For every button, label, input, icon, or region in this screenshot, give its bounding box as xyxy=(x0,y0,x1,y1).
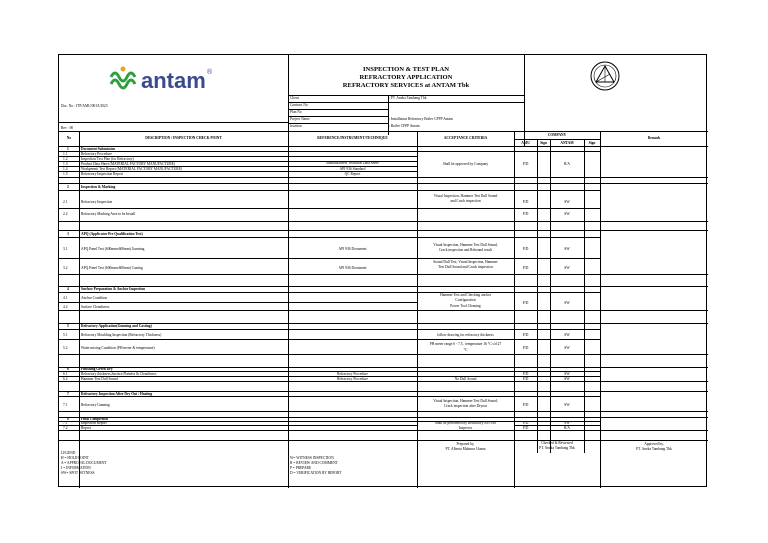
row-7-1-amu: P/D xyxy=(522,403,529,407)
row-1-4-desc: Workpermit Test Report (MATERIAL FACTORY MANUFACTURE) xyxy=(81,167,183,171)
row-4-1-no: 4.1 xyxy=(63,296,68,300)
project-label: Project Name xyxy=(290,117,310,121)
row-1-antam: R/A xyxy=(564,162,570,166)
section-1-title: Document Submission xyxy=(81,147,116,151)
row-3-2-criteria-1: Sound Dull Test, Visual Inspection, Hammer xyxy=(433,260,498,264)
row-6-1-ref: Refractory Procedure xyxy=(337,372,368,376)
row-4-criteria-3: Power Tool Cleaning xyxy=(450,304,481,308)
row-1-ref-1: Manufacturers Technical Data Sheet xyxy=(326,161,379,165)
row-5-2-criteria-1: PH meter range 6 - 7,5 , temperature 16 °C s/d 27 xyxy=(429,342,502,346)
row-2-2-desc: Refractory Marking Area to be Install xyxy=(81,212,136,216)
col-description: DESCRIPTION / INSPECTION CHECK POINT xyxy=(145,136,222,140)
row-6-1-desc: Refractory thickness,Surface Flatness & Cleanliness xyxy=(81,372,157,376)
row-5-2-antam: SW xyxy=(564,346,570,350)
row-8-1-amu: P/D xyxy=(522,421,529,425)
row-5-2-desc: Water mixing Condition (PH meter & temperature) xyxy=(81,346,155,350)
doc-number: Doc. No : ITP/AMU/001/I/2023 xyxy=(61,104,108,108)
row-3-2-criteria-2: Test Dull Sound and Crack inspection xyxy=(438,265,493,269)
col-no: No xyxy=(66,136,72,140)
row-1-5-no: 1.5 xyxy=(63,172,68,176)
registered-mark: ® xyxy=(207,69,213,76)
row-3-2-desc: APQ Panel Test (600mmx600mm) Casting xyxy=(81,266,143,270)
company-emblem xyxy=(587,60,623,92)
row-7-1-no: 7.1 xyxy=(63,403,68,407)
row-3-2-antam: SW xyxy=(564,266,570,270)
row-8-2-antam: R/A xyxy=(564,426,570,430)
col-criteria: ACCEPTANCE CRITERIA xyxy=(443,136,488,140)
row-3-1-desc: APQ Panel Test (600mmx600mm) Gunning xyxy=(81,247,145,251)
row-1-amu: P/D xyxy=(522,162,529,166)
row-8-1-desc: Inspection Report xyxy=(81,421,107,425)
row-3-2-amu: P/D xyxy=(522,266,529,270)
approved-by-company: PT. Aneka Tambang Tbk xyxy=(636,447,672,451)
row-8-2-amu: P/D xyxy=(522,426,529,430)
col-reference: REFERENCE/INSTRUMENT/TECHNIQUE xyxy=(317,136,388,140)
section-4-no: 4 xyxy=(67,287,69,291)
row-3-2-ref: API 936 Document xyxy=(338,266,367,270)
row-4-criteria-1: Hammer Test and Checking anchor xyxy=(440,293,491,297)
row-7-1-criteria-1: Visual Inspection, Hammer Test Dull Sound, xyxy=(433,399,498,403)
row-8-1-no: 7.1 xyxy=(63,421,68,425)
legend-verification: D = VERIFICATION BY REPORT xyxy=(290,471,342,475)
row-3-1-no: 3.1 xyxy=(63,247,68,251)
section-1-no: 1 xyxy=(67,147,69,151)
legend-hold: H = HOLD POINT xyxy=(61,456,89,460)
legend-approval: A = APPROVAL DOCUMENT xyxy=(61,461,107,465)
row-5-2-criteria-2: °C xyxy=(463,348,468,352)
plan-label: Plan No xyxy=(290,110,302,114)
row-1-2-desc: Inspection Test Plan (for Refractory) xyxy=(81,157,134,161)
row-6-1-amu: P/D xyxy=(522,372,529,376)
location-label: location xyxy=(290,124,302,128)
contract-label: Contract No xyxy=(290,103,308,107)
row-6-2-no: 6.2 xyxy=(63,377,68,381)
section-8-no: 8 xyxy=(67,417,69,421)
row-5-1-amu: P/D xyxy=(522,333,529,337)
row-2-1-criteria-2: and Crack inspection xyxy=(450,199,481,203)
row-8-1-antam: SW xyxy=(564,421,570,425)
row-3-1-criteria-2: Crack inspection and Rebound result xyxy=(438,248,493,252)
row-6-2-amu: P/D xyxy=(522,377,529,381)
row-4-1-desc: Anchor Condition xyxy=(81,296,108,300)
row-1-3-no: 1.3 xyxy=(63,162,68,166)
row-5-1-desc: Refractory Moulding Inspection (Refractory Thickness) xyxy=(81,333,162,337)
section-3-no: 3 xyxy=(67,232,69,236)
row-6-1-no: 6.1 xyxy=(63,372,68,376)
section-7-no: 7 xyxy=(67,392,69,396)
section-6-no: 6 xyxy=(67,367,69,371)
project-value: : Installation Refractory Boiler CFPP Antam xyxy=(389,117,453,121)
title-line-3: REFRACTORY SERVICES at ANTAM Tbk xyxy=(342,82,470,89)
row-4-2-desc: Surface Cleanliness xyxy=(81,305,110,309)
col-remark: Remark xyxy=(647,136,661,140)
col-amu: AMU xyxy=(521,141,530,145)
legend-information: I = INFORMATION xyxy=(61,466,91,470)
row-5-1-criteria: follow drawing for refractory thickness xyxy=(437,333,494,337)
section-3-title: APQ (Applicator Pre Qualification Test) xyxy=(81,232,143,236)
row-1-ref-2: API 936 Standard xyxy=(339,167,366,171)
row-2-1-antam: SW xyxy=(564,200,570,204)
client-value: : PT. Aneka Tambang Tbk xyxy=(389,96,427,100)
row-1-1-no: 1.1 xyxy=(63,152,68,156)
row-3-2-no: 3.2 xyxy=(63,266,68,270)
row-3-1-amu: P/D xyxy=(522,247,529,251)
antam-logo xyxy=(107,63,237,103)
client-label: Client xyxy=(290,96,299,100)
row-8-criteria-1: Shall be performed by Refractory API 936 xyxy=(434,421,497,425)
antam-logo-icon xyxy=(107,65,141,95)
revision: Rev : 00 xyxy=(61,126,74,130)
row-2-1-no: 2.1 xyxy=(63,200,68,204)
row-3-1-ref: API 936 Document xyxy=(338,247,367,251)
row-2-2-amu: P/D xyxy=(522,212,529,216)
row-6-2-ref: Refractory Procedure xyxy=(337,377,368,381)
checked-by-company: PT. Aneka Tambang Tbk xyxy=(539,446,575,450)
section-2-title: Inspection & Marking xyxy=(81,185,116,189)
location-value: : Boiler CFPP Antam xyxy=(389,124,420,128)
row-7-1-desc: Refractory Gunning xyxy=(81,403,110,407)
row-5-1-antam: SW xyxy=(564,333,570,337)
row-1-4-no: 1.4 xyxy=(63,167,68,171)
row-4-2-no: 4.2 xyxy=(63,305,68,309)
row-2-2-antam: SW xyxy=(564,212,570,216)
row-8-criteria-2: Inspector xyxy=(458,426,473,430)
row-2-1-desc: Refractory Inspection xyxy=(81,200,113,204)
row-1-criteria: Shall be approved by Company xyxy=(442,162,489,166)
col-sign-2: Sign xyxy=(588,141,596,145)
row-4-amu: P/D xyxy=(522,301,529,305)
row-5-2-no: 5.2 xyxy=(63,346,68,350)
row-5-1-no: 5.1 xyxy=(63,333,68,337)
row-6-2-criteria: No Dull Sound xyxy=(454,377,477,381)
row-4-criteria-2: Configuration xyxy=(455,298,476,302)
brand-name: antam xyxy=(141,68,206,93)
section-2-no: 2 xyxy=(67,185,69,189)
row-1-3-desc: Product Data Sheet (MATERIAL FACTORY MANUFACTURE) xyxy=(81,162,176,166)
row-1-5-desc: Refractory Inspection Report xyxy=(81,172,123,176)
section-5-title: Refractory Application(Gunning and Casting) xyxy=(81,324,152,328)
section-8-title: Final Completion xyxy=(81,417,108,421)
row-3-1-criteria-1: Visual Inspection, Hammer Test Dull Sound, xyxy=(433,243,498,247)
legend-title: LEGEND xyxy=(61,451,76,455)
row-1-1-desc: Refractory Procedure xyxy=(81,152,112,156)
row-5-2-amu: P/D xyxy=(522,346,529,350)
section-5-no: 5 xyxy=(67,324,69,328)
legend-spot-witness: SW= SPOT WITNESS xyxy=(61,471,95,475)
row-1-2-no: 1.2 xyxy=(63,157,68,161)
col-sign-1: Sign xyxy=(540,141,547,145)
itp-sheet xyxy=(58,54,707,487)
section-7-title: Refractory Inspection After Dry Out / Heating xyxy=(81,392,153,396)
row-8-2-desc: Report xyxy=(81,426,91,430)
legend-witness: W= WITNESS INSPECTION xyxy=(290,456,334,460)
title-line-1: INSPECTION & TEST PLAN xyxy=(362,66,450,73)
row-7-1-criteria-2: Crack inspection after Dryout xyxy=(444,404,487,408)
emblem-icon xyxy=(587,60,623,92)
row-4-antam: SW xyxy=(564,301,570,305)
row-6-2-desc: Hammer Test Dull Sound xyxy=(81,377,118,381)
row-2-2-no: 2.2 xyxy=(63,212,68,216)
col-company: COMPANY xyxy=(547,133,567,137)
col-antam: ANTAM xyxy=(560,141,574,145)
row-6-2-antam: SW xyxy=(564,377,570,381)
row-2-1-criteria-1: Visual Inspection, Hammer Test Dull Sound xyxy=(433,194,498,198)
section-4-title: Surface Preparation & Anchor Inspection xyxy=(81,287,146,291)
row-1-ref-3: QC Report xyxy=(344,172,361,176)
approved-by-label: Approved by, xyxy=(644,442,664,446)
prepared-by-label: Prepared by, xyxy=(456,442,475,446)
row-8-2-no: 7.2 xyxy=(63,426,68,430)
row-3-1-antam: SW xyxy=(564,247,570,251)
title-line-2: REFRACTORY APPLICATION xyxy=(359,74,453,81)
prepared-by-company: PT. Alberta Makmur Utama xyxy=(445,447,486,451)
section-6-title: Finishing Green Dry xyxy=(81,367,113,371)
row-7-1-antam: SW xyxy=(564,403,570,407)
legend-review: R = REVIEW AND COMMENT xyxy=(290,461,338,465)
row-6-1-antam: SW xyxy=(564,372,570,376)
legend-prepare: P = PREPARE xyxy=(290,466,312,470)
row-2-1-amu: P/D xyxy=(522,200,529,204)
checked-by-label: Checked & Reviewed xyxy=(541,441,573,445)
